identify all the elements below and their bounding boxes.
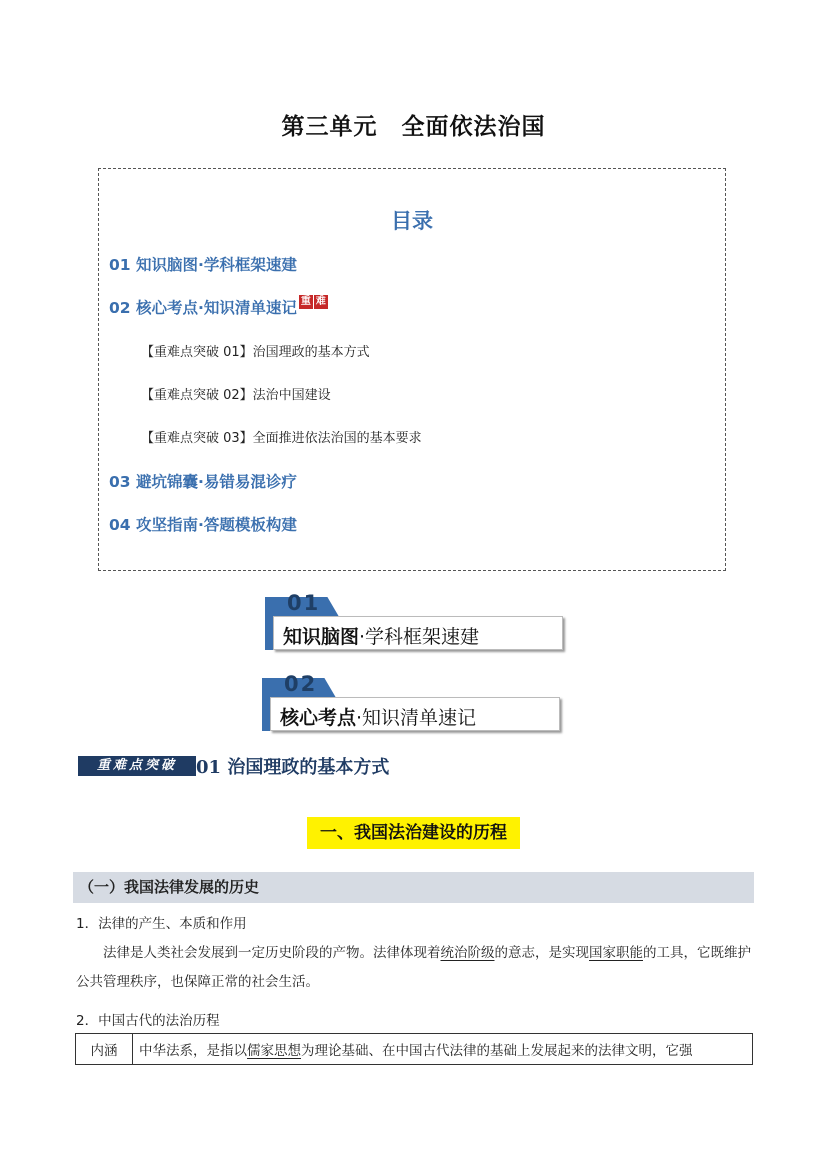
page-title: 第三单元 全面依法治国 [281, 114, 546, 140]
badge-zhong: 重 [300, 296, 311, 307]
underlined-term: 统治阶级 [440, 945, 495, 961]
banner-01 [265, 591, 565, 651]
banner-side [265, 616, 273, 650]
paragraph-heading-2: 2．中国古代的法治历程 [76, 1013, 220, 1029]
toc-heading: 目录 [391, 209, 433, 233]
history-table [75, 1033, 753, 1065]
toc-item-2[interactable] [109, 296, 329, 318]
text-run: 中华法系，是指以 [139, 1043, 247, 1059]
banner-label [283, 622, 479, 649]
paragraph-1 [76, 939, 754, 997]
text-run: 法律是人类社会发展到一定历史阶段的产物。法律体现着 [103, 945, 441, 961]
banner-side [262, 697, 270, 731]
underlined-term: 儒家思想 [247, 1043, 301, 1059]
underlined-term: 国家职能 [589, 945, 643, 961]
badge-nan: 难 [315, 296, 326, 307]
subsection-heading: （一）我国法律发展的历史 [73, 872, 754, 903]
text-run: 的意志，是实现 [494, 945, 589, 961]
banner-number: 02 [284, 672, 318, 696]
toc-item-1[interactable]: 01 知识脑图·学科框架速建 [109, 256, 297, 274]
keypoint-title: 01 治国理政的基本方式 [196, 757, 390, 778]
text-run: 的工具，它既维护公共管理秩序，也保障正常的社会生活。 [76, 945, 751, 990]
table-value-cell [133, 1034, 753, 1065]
keypoint-tag: 重难点突破 [78, 756, 196, 776]
banner-number: 01 [287, 591, 321, 615]
toc-sub-3[interactable]: 【重难点突破 03】全面推进依法治国的基本要求 [141, 431, 422, 446]
text-run: 为理论基础、在中国古代法律的基础上发展起来的法律文明，它强 [301, 1043, 693, 1059]
toc-item-4[interactable]: 04 攻坚指南·答题模板构建 [109, 516, 297, 534]
toc-item-3[interactable]: 03 避坑锦囊·易错易混诊疗 [109, 473, 297, 491]
banner-label-bold: 核心考点 [280, 707, 357, 729]
toc-item-2-label: 02 核心考点·知识清单速记 [109, 299, 297, 317]
toc-sub-1[interactable]: 【重难点突破 01】治国理政的基本方式 [141, 345, 370, 360]
toc-sub-2[interactable]: 【重难点突破 02】法治中国建设 [141, 388, 331, 403]
banner-02 [262, 672, 562, 732]
table-row [76, 1034, 753, 1065]
section-heading: 一、我国法治建设的历程 [307, 817, 520, 849]
key-difficult-badge [299, 290, 329, 309]
banner-label-rest: ·知识清单速记 [356, 707, 477, 729]
banner-label [280, 703, 476, 730]
paragraph-heading-1: 1．法律的产生、本质和作用 [76, 916, 247, 932]
banner-label-rest: ·学科框架速建 [359, 626, 480, 648]
table-of-contents [98, 168, 726, 571]
table-key-cell: 内涵 [76, 1034, 133, 1065]
banner-label-bold: 知识脑图 [283, 626, 360, 648]
